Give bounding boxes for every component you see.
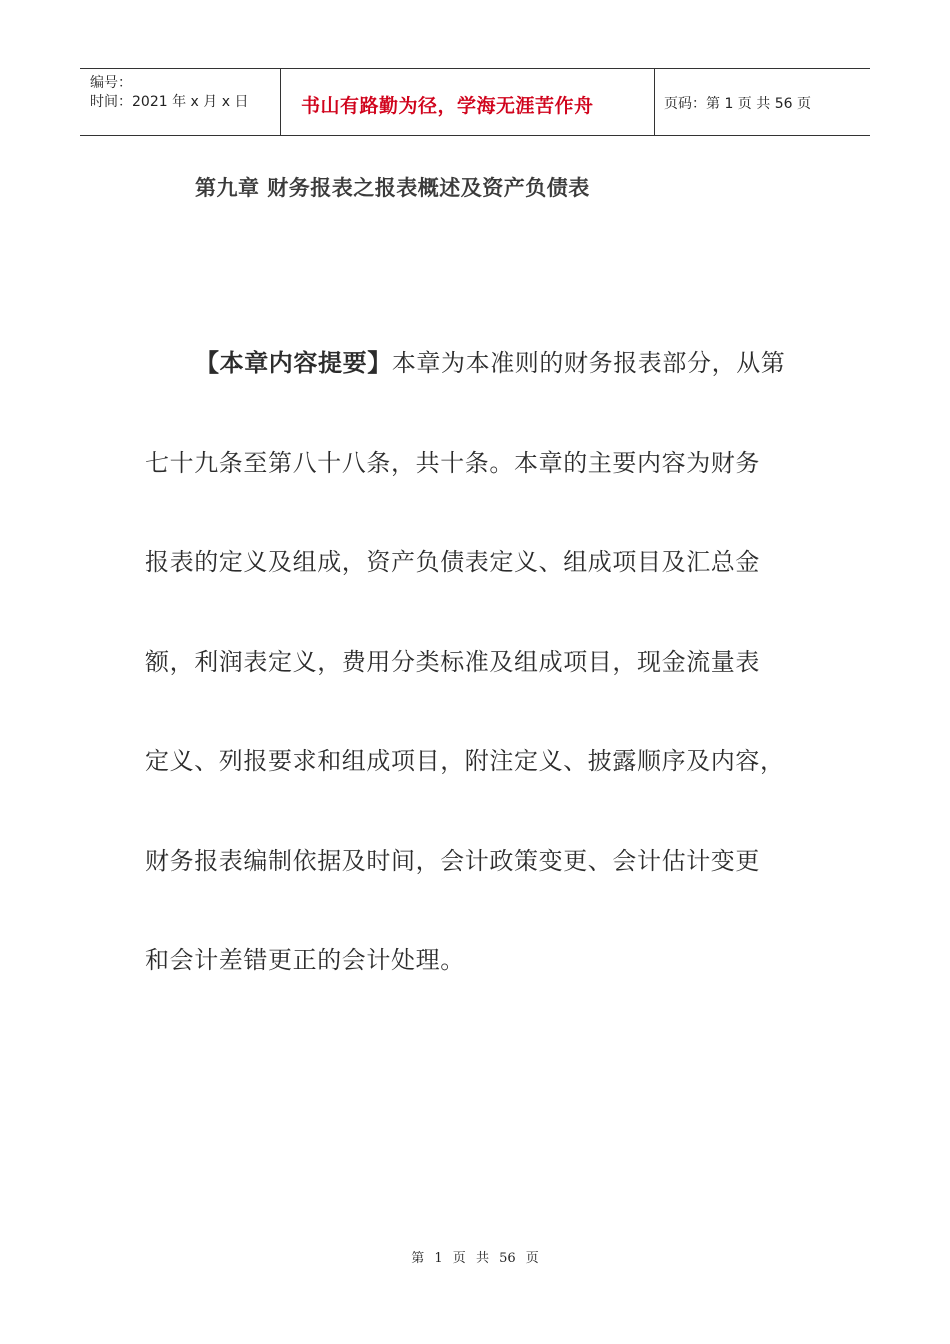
header-meta-cell [80, 69, 281, 135]
summary-line-7: 和会计差错更正的会计处理。 [145, 946, 465, 974]
document-header [80, 68, 870, 136]
footer-ye: 页 [452, 1251, 466, 1266]
page-footer [0, 1247, 950, 1266]
summary-line-1 [195, 343, 785, 378]
motto-text: 书山有路勤为径，学海无涯苦作舟 [301, 95, 594, 117]
summary-line-2: 七十九条至第八十八条，共十条。本章的主要内容为财务 [145, 449, 760, 477]
footer-ye-2: 页 [525, 1251, 539, 1266]
serial-number-label: 编号： [90, 75, 132, 91]
header-motto-cell [281, 69, 655, 135]
summary-line-5: 定义、列报要求和组成项目，附注定义、披露顺序及内容， [145, 747, 785, 775]
summary-line-4: 额，利润表定义，费用分类标准及组成项目，现金流量表 [145, 648, 760, 676]
footer-gong: 共 [475, 1251, 489, 1266]
time-label: 时间：2021 年 x 月 x 日 [90, 94, 249, 110]
footer-di: 第 [411, 1251, 425, 1266]
header-page-info: 页码：第 1 页 共 56 页 [664, 96, 811, 112]
summary-line-3: 报表的定义及组成，资产负债表定义、组成项目及汇总金 [145, 548, 760, 576]
summary-line-6: 财务报表编制依据及时间，会计政策变更、会计估计变更 [145, 847, 760, 875]
header-page-cell [655, 69, 870, 135]
footer-page-number: 1 [434, 1251, 443, 1266]
footer-total-pages: 56 [499, 1251, 516, 1266]
summary-line-text: 本章为本准则的财务报表部分，从第 [391, 349, 786, 377]
summary-lead: 【本章内容提要】 [195, 349, 392, 377]
chapter-title: 第九章 财务报表之报表概述及资产负债表 [195, 176, 590, 200]
